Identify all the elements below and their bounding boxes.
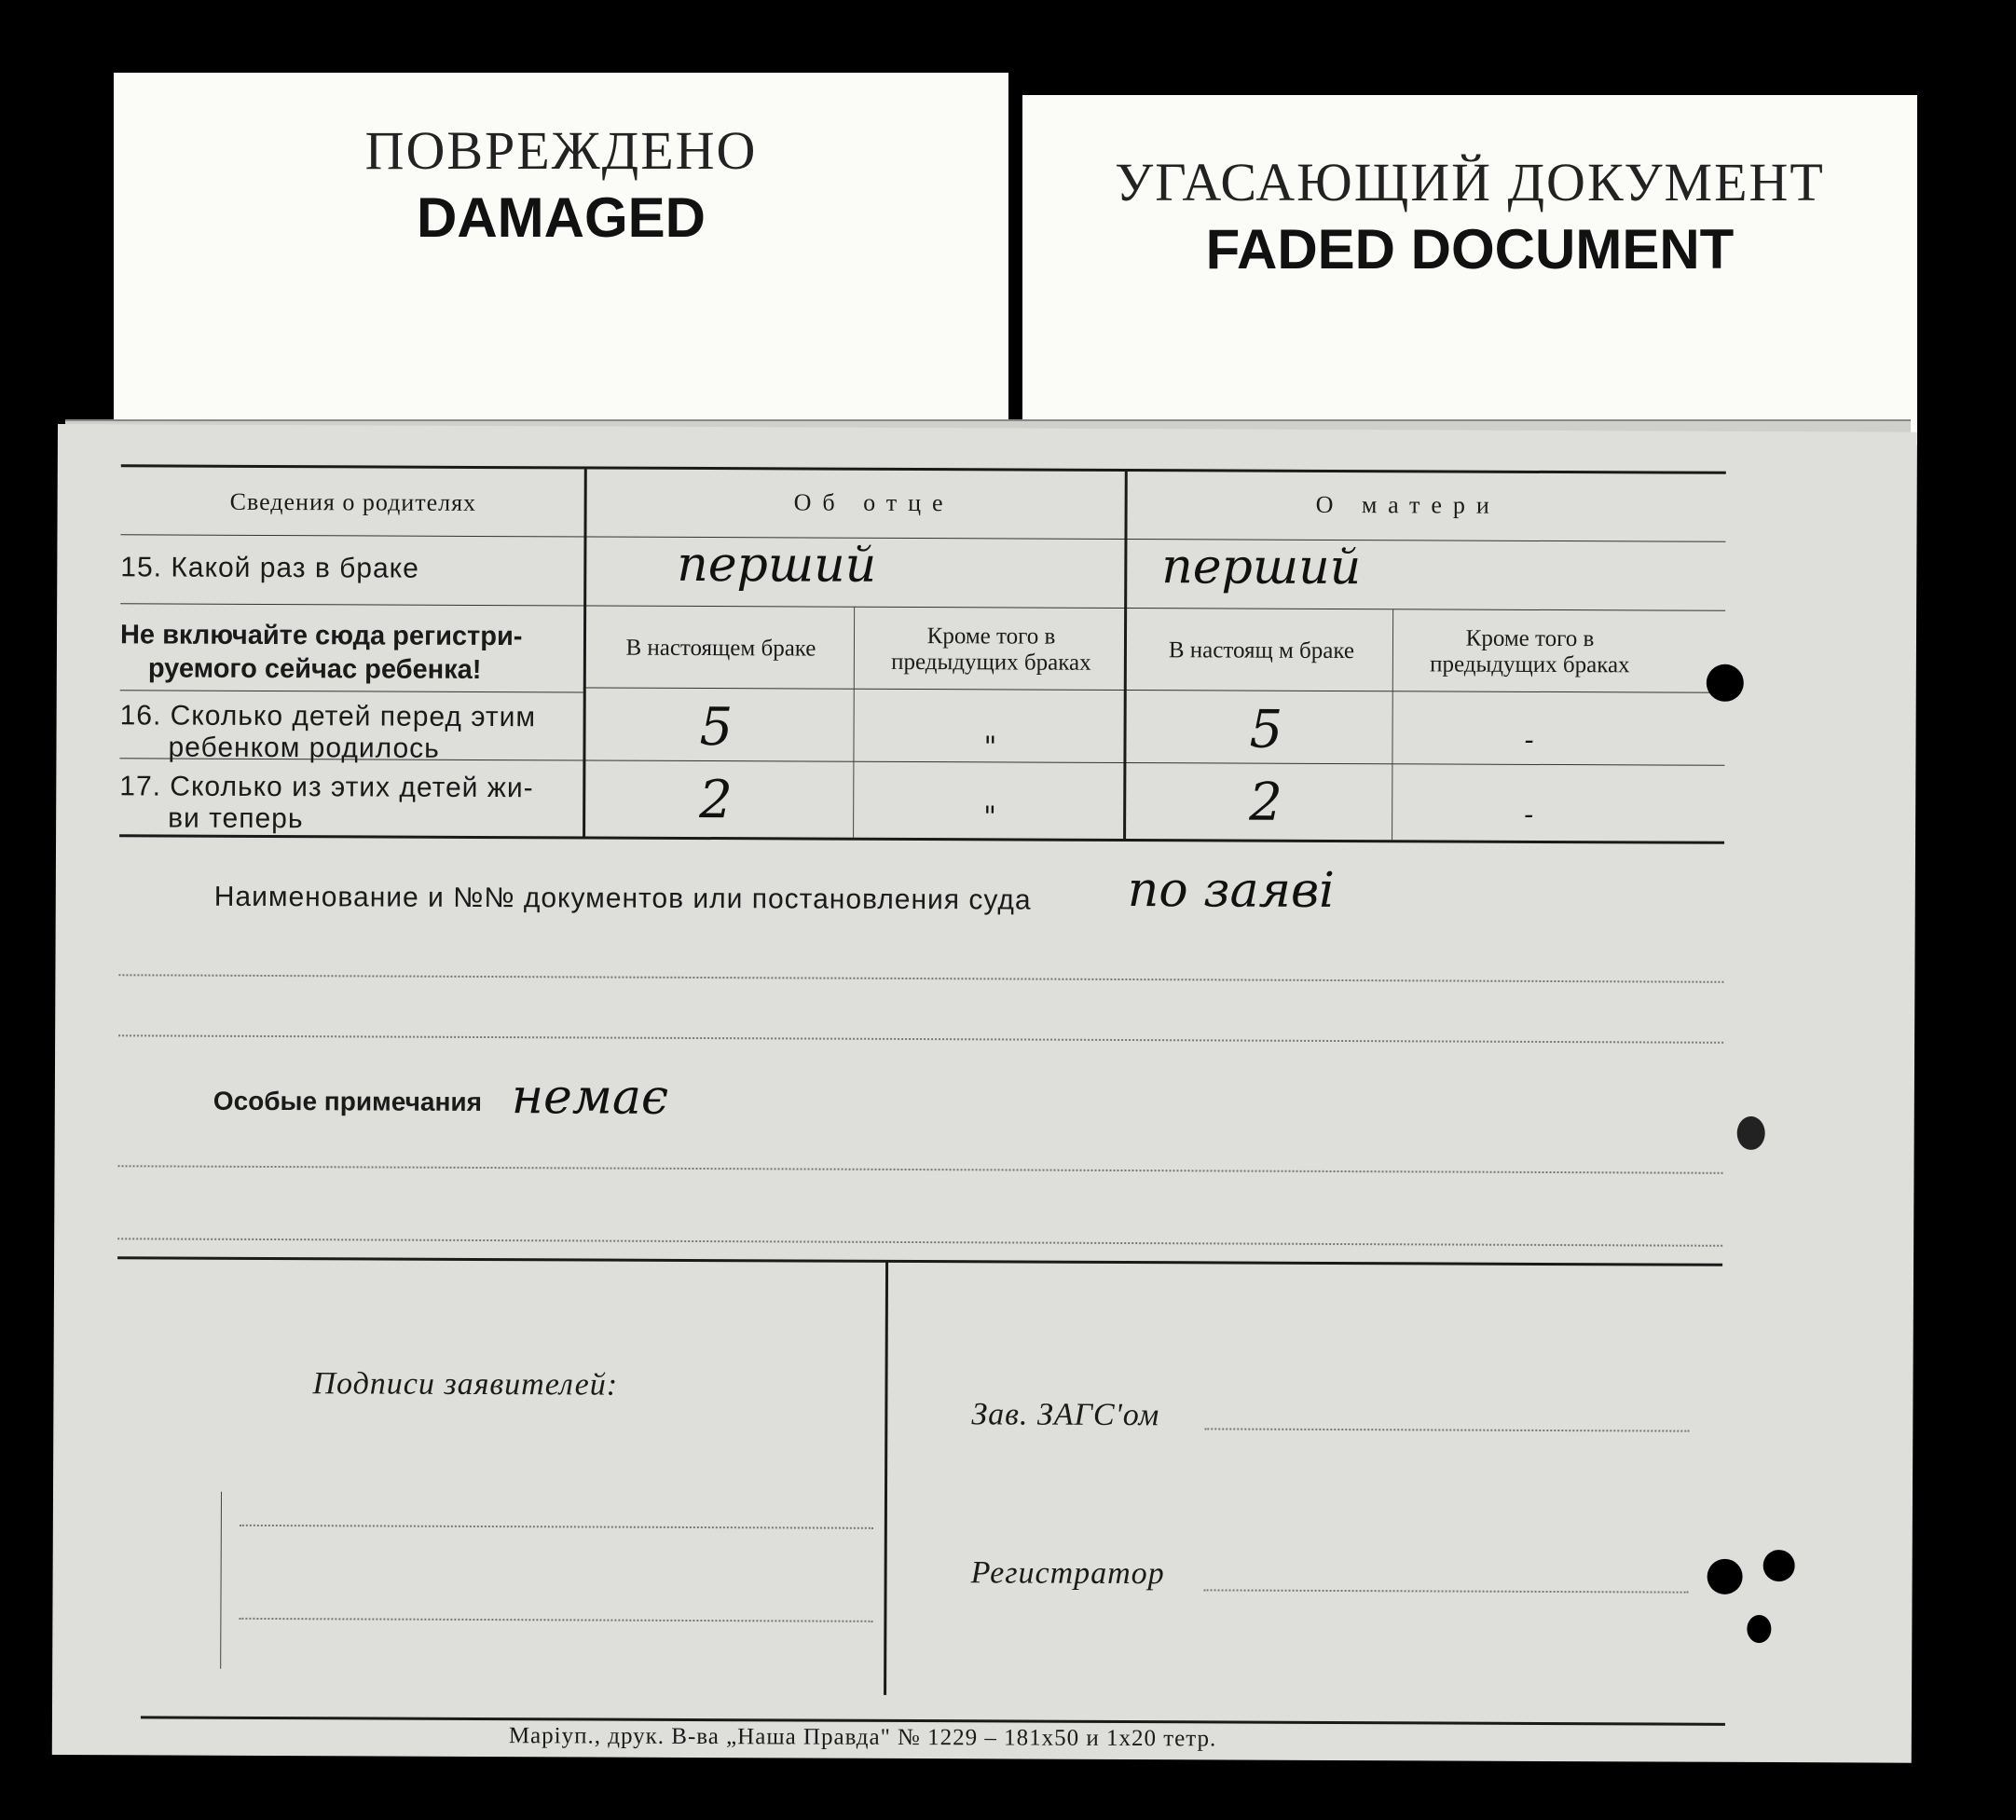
- mother-previous-marriages: Кроме того в предыдущих браках: [1430, 625, 1630, 678]
- zags-head-line: [1204, 1428, 1689, 1431]
- damaged-label-en: DAMAGED: [417, 186, 706, 249]
- header-father: Об отце: [793, 488, 954, 517]
- table-col-divider-1: [583, 469, 587, 836]
- row16-label-line-2: ребенком родилось: [168, 732, 440, 764]
- row15-label: 15. Какой раз в браке: [120, 552, 419, 584]
- row17-mother-previous: -: [1524, 798, 1534, 831]
- remarks-label: Особые примечания: [213, 1086, 483, 1116]
- table-col-divider-2: [1123, 472, 1128, 839]
- mother-current-marriage: В настоящ м браке: [1168, 637, 1355, 664]
- applicant-line-2: [239, 1618, 872, 1622]
- row17-father-previous: ": [983, 801, 997, 834]
- row17-label-line-1: 17. Сколько из этих детей жи-: [119, 771, 534, 804]
- note-line-1: Не включайте сюда регистри-: [119, 620, 523, 652]
- punch-hole: [1747, 1615, 1771, 1643]
- signature-top-rule: [117, 1256, 1722, 1266]
- faded-label-ru: УГАСАЮЩИЙ ДОКУМЕНТ: [1115, 152, 1825, 212]
- table-note-rule: [120, 690, 583, 692]
- punch-hole: [1707, 1559, 1743, 1594]
- father-current-marriage: В настоящем браке: [625, 635, 816, 662]
- row15-mother-value: перший: [1161, 539, 1362, 596]
- row15-father-value: перший: [677, 536, 877, 594]
- remarks-line-1: [118, 1165, 1723, 1174]
- father-previous-marriages: Кроме того в предыдущих браках: [891, 623, 1091, 676]
- punch-hole: [1737, 1116, 1765, 1150]
- documents-label: Наименование и №№ документов или постановления суда: [213, 881, 1032, 916]
- table-top-rule: [121, 464, 1726, 474]
- row16-mother-previous: -: [1524, 723, 1534, 757]
- printer-imprint: Маріуп., друк. В-ва „Наша Правда" № 1229 – 181х50 и 1х20 тетр.: [508, 1723, 1217, 1752]
- table-col-divider-father: [853, 607, 855, 838]
- registration-form-sheet: [52, 424, 1917, 1763]
- row16-father-previous: ": [983, 731, 997, 764]
- registrar-line: [1204, 1589, 1689, 1593]
- remarks-line-2: [117, 1238, 1722, 1247]
- row16-mother-current: 5: [1249, 699, 1283, 760]
- punch-hole: [1707, 664, 1744, 702]
- remarks-value: немає: [511, 1069, 669, 1126]
- table-row15-rule: [120, 603, 1725, 611]
- table-subheader-rule: [583, 687, 1725, 692]
- punch-hole: [1763, 1550, 1795, 1581]
- documents-line-1: [118, 974, 1723, 983]
- row16-label-line-1: 16. Сколько детей перед этим: [119, 700, 537, 733]
- registrar-label: Регистратор: [970, 1555, 1165, 1592]
- signature-divider: [884, 1262, 888, 1695]
- faded-label-card: [1022, 95, 1917, 445]
- applicants-signatures-label: Подписи заявителей:: [312, 1366, 619, 1403]
- damaged-label-ru: ПОВРЕЖДЕНО: [364, 120, 758, 181]
- damaged-label-card: [114, 73, 1008, 445]
- table-bottom-rule: [119, 834, 1724, 844]
- table-col-divider-mother: [1392, 609, 1393, 840]
- row17-mother-current: 2: [1249, 772, 1283, 833]
- documents-line-2: [118, 1034, 1723, 1044]
- zags-head-label: Зав. ЗАГС'ом: [971, 1397, 1160, 1433]
- table-header-rule: [120, 534, 1725, 542]
- header-mother: О матери: [1315, 490, 1501, 519]
- header-parents: Сведения о родителях: [229, 487, 477, 516]
- row17-father-current: 2: [699, 770, 734, 831]
- applicants-bracket: [220, 1492, 222, 1669]
- applicant-line-1: [240, 1525, 873, 1529]
- row17-label-line-2: ви теперь: [168, 802, 304, 835]
- row16-father-current: 5: [699, 697, 734, 759]
- faded-label-en: FADED DOCUMENT: [1205, 218, 1735, 281]
- note-line-2: руемого сейчас ребенка!: [147, 653, 482, 685]
- documents-value: по заяві: [1127, 862, 1335, 919]
